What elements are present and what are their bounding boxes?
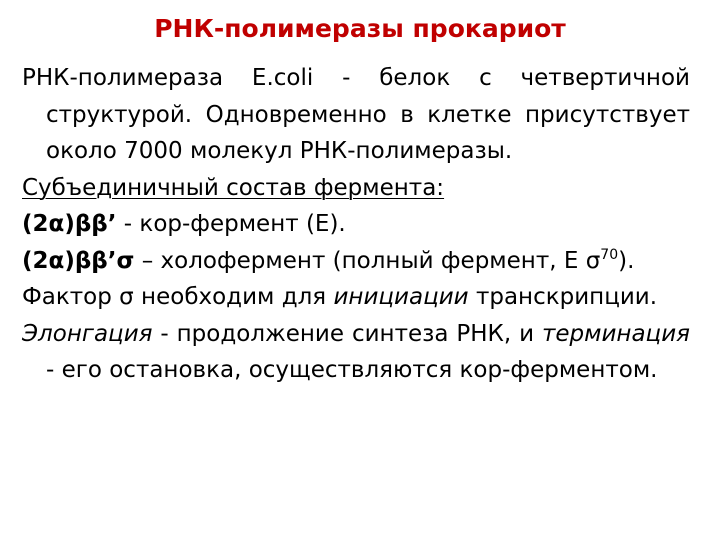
slide-body — [22, 60, 690, 389]
elongation-term: Элонгация — [22, 320, 153, 347]
holoenzyme-text-end: ). — [618, 247, 635, 274]
sigma-text-start: Фактор σ необходим для — [22, 284, 334, 310]
paragraph-subunit-heading — [22, 170, 690, 207]
paragraph-holoenzyme — [22, 243, 690, 280]
paragraph-text: РНК-полимераза E.coli - белок с четвертичной структурой. Одновременно в клетке присутствует около 7000 молекул РНК-полимеразы. — [22, 65, 690, 164]
paragraph-core-enzyme — [22, 206, 690, 243]
core-enzyme-formula: (2α)ββ’ — [22, 211, 117, 237]
subunit-heading-text: Субъединичный состав фермента: — [22, 174, 445, 201]
initiation-term: инициации — [333, 284, 469, 310]
paragraph-rnap-description — [22, 60, 690, 170]
sigma-text-end: транскрипции. — [468, 284, 658, 310]
elongation-text: - продолжение синтеза РНК, и — [152, 320, 542, 347]
paragraph-sigma-factor — [22, 279, 690, 316]
holoenzyme-text: – холофермент (полный фермент, Е σ — [134, 247, 601, 274]
termination-text: - его остановка, осуществляются кор-ферментом. — [46, 357, 658, 383]
termination-term: терминация — [541, 320, 690, 347]
slide-title: РНК-полимеразы прокариот — [154, 14, 566, 43]
sigma-superscript: 70 — [600, 246, 619, 263]
core-enzyme-text: - кор-фермент (Е). — [116, 211, 346, 237]
holoenzyme-formula: (2α)ββ’σ — [22, 247, 135, 274]
paragraph-elongation-termination — [22, 316, 690, 389]
